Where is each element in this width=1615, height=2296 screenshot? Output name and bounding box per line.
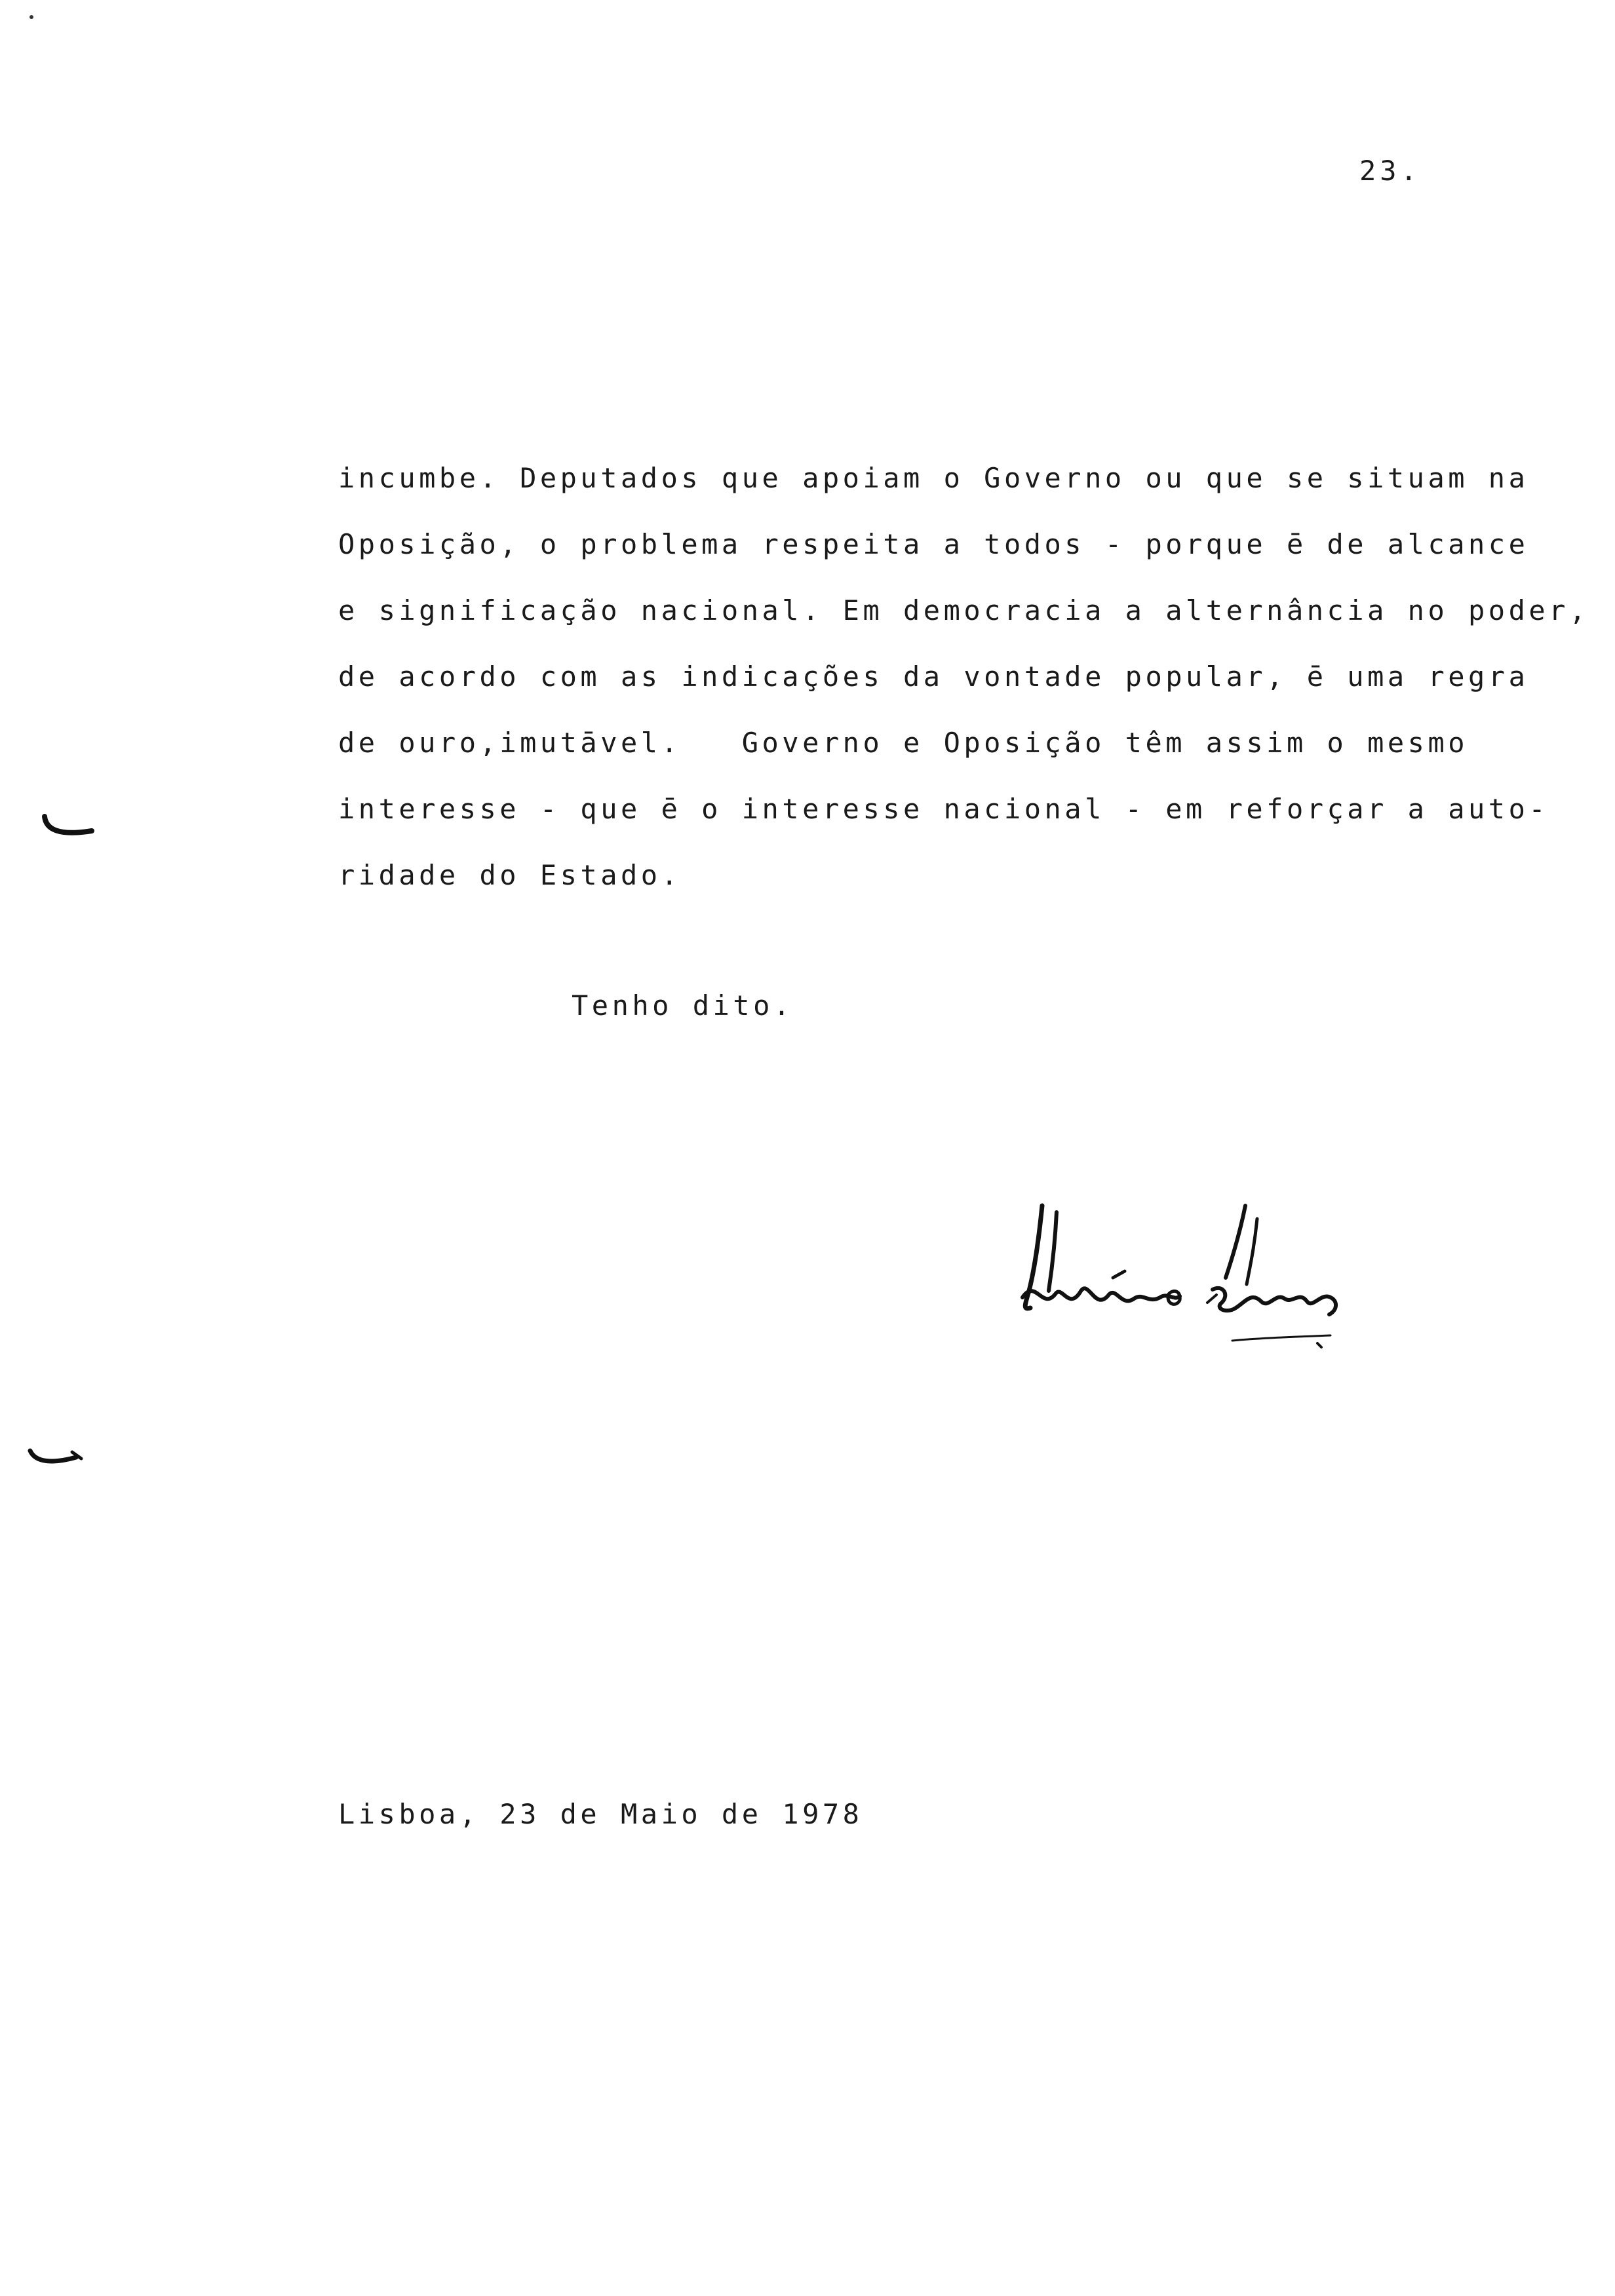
place-and-date: Lisboa, 23 de Maio de 1978 <box>338 1798 863 1830</box>
closing-phrase: Tenho dito. <box>572 989 794 1022</box>
scan-speck <box>26 10 39 24</box>
margin-mark <box>26 1439 85 1478</box>
body-line: de ouro,imutāvel. Governo e Oposição têm assim o mesmo <box>338 727 1469 759</box>
handwritten-signature <box>996 1179 1363 1376</box>
body-line: de acordo com as indicações da vontade popular, ē uma regra <box>338 660 1529 693</box>
body-line: ridade do Estado. <box>338 859 682 891</box>
body-line: interesse - que ē o interesse nacional - em reforçar a auto- <box>338 793 1549 825</box>
body-line: incumbe. Deputados que apoiam o Governo ou que se situam na <box>338 462 1529 494</box>
page-number: 23. <box>1359 155 1421 187</box>
body-line: Oposição, o problema respeita a todos - porque ē de alcance <box>338 528 1529 560</box>
body-line: e significação nacional. Em democracia a alternância no poder, <box>338 594 1589 626</box>
margin-mark <box>39 810 98 849</box>
body-text <box>338 459 1589 922</box>
